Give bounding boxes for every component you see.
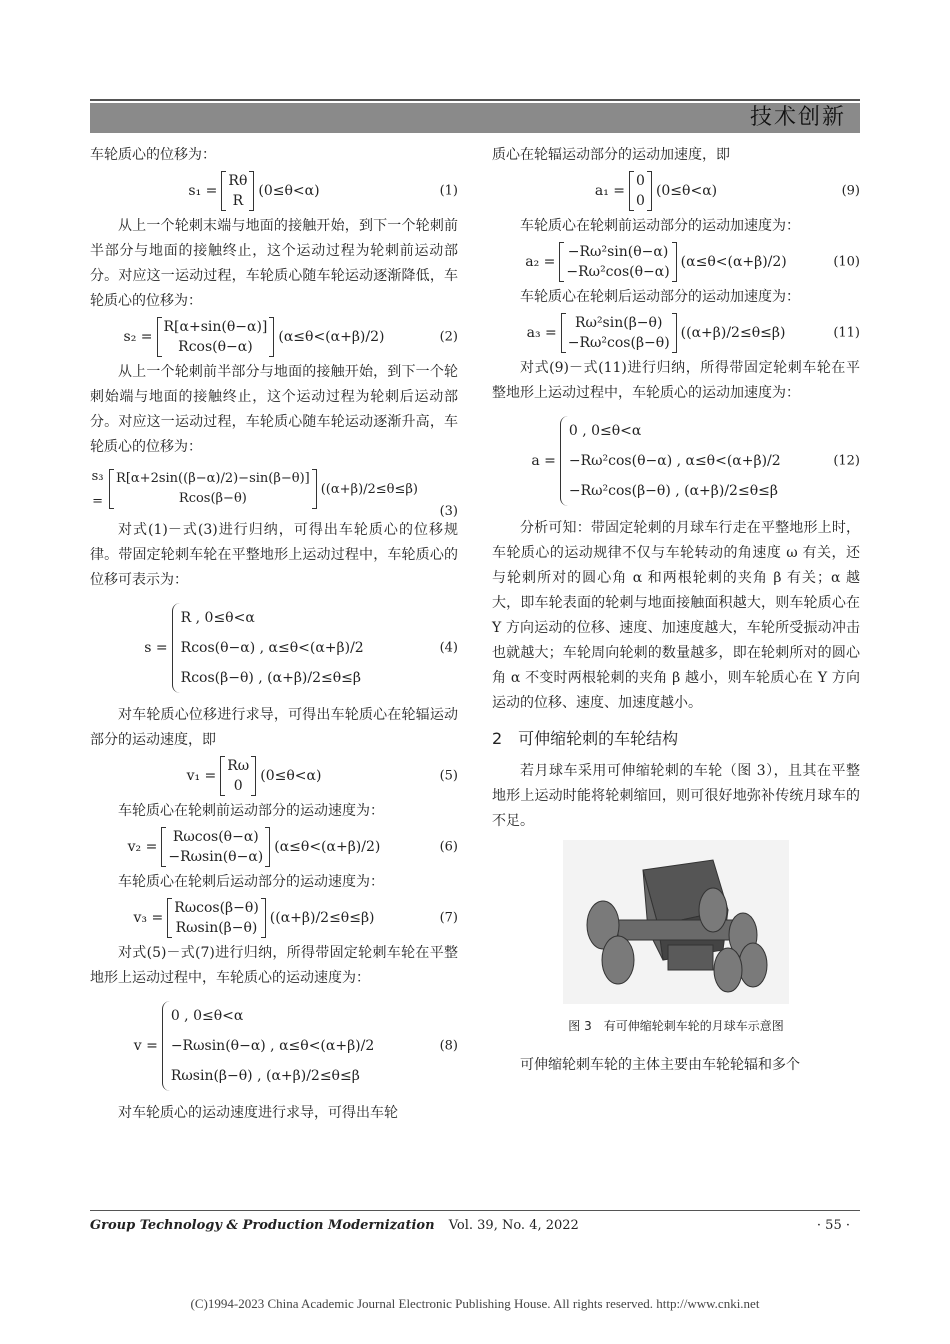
equation-number: (5) xyxy=(439,768,458,784)
lunar-rover-illustration xyxy=(563,840,789,1004)
equation-8: v = 0 , 0≤θ<α −Rωsin(θ−α) , α≤θ<(α+β)/2 Rωsin(β−θ) , (α+β)/2≤θ≤β (8) xyxy=(90,991,458,1101)
paragraph: 若月球车采用可伸缩轮刺的车轮（图 3），且其在平整地形上运动时能将轮刺缩回，则可很好地弥补传统月球车的不足。 xyxy=(492,763,860,829)
paragraph: 对式(9)－式(11)进行归纳，所得带固定轮刺车轮在平整地形上运动过程中，车轮质心的运动加速度为： xyxy=(492,360,860,401)
equation-2: s₂ = R[α+sin(θ−α)] Rcos(θ−α) (α≤θ<(α+β)/2) (2) xyxy=(123,319,458,355)
equation-9: a₁ = 0 0 (0≤θ<α) (9) xyxy=(594,173,860,209)
page-number: · 55 · xyxy=(816,1218,850,1233)
equation-number: (7) xyxy=(439,910,458,926)
paragraph: 对式(5)－式(7)进行归纳，所得带固定轮刺车轮在平整地形上运动过程中，车轮质心的运动速度为： xyxy=(90,945,458,986)
journal-volume: Vol. 39, No. 4, 2022 xyxy=(448,1218,579,1233)
equation-number: (12) xyxy=(833,453,860,469)
figure-caption: 图 3 有可伸缩轮刺车轮的月球车示意图 xyxy=(568,1019,784,1033)
section-title: 技术创新 xyxy=(749,105,846,130)
paragraph: 车轮质心的位移为： xyxy=(90,147,216,163)
paragraph: 车轮质心在轮刺后运动部分的运动速度为： xyxy=(118,874,384,890)
copyright-notice: (C)1994-2023 China Academic Journal Electronic Publishing House. All rights reserved. http://www.cnki.net xyxy=(190,1296,760,1311)
paragraph: 从上一个轮刺末端与地面的接触开始，到下一个轮刺前半部分与地面的接触终止，这个运动过程为轮刺前运动部分。对应这一运动过程，车轮质心随车轮运动逐渐降低，车轮质心的位移为： xyxy=(90,218,458,309)
equation-number: (4) xyxy=(439,640,458,656)
equation-6: v₂ = Rωcos(θ−α) −Rωsin(θ−α) (α≤θ<(α+β)/2) (6) xyxy=(127,829,458,865)
equation-number: (10) xyxy=(833,254,860,270)
equation-number: (2) xyxy=(439,329,458,345)
header-rule xyxy=(90,99,860,101)
footer-rule xyxy=(90,1210,860,1211)
paragraph: 质心在轮辐运动部分的运动加速度，即 xyxy=(492,147,730,163)
right-column xyxy=(492,143,860,1078)
equation-12: a = 0 , 0≤θ<α −Rω²cos(θ−α) , α≤θ<(α+β)/2 −Rω²cos(β−θ) , (α+β)/2≤θ≤β (12) xyxy=(492,406,860,516)
paragraph: 对式(1)－式(3)进行归纳，可得出车轮质心的位移规律。带固定轮刺车轮在平整地形上运动过程中，车轮质心的位移可表示为： xyxy=(90,522,458,588)
paragraph: 车轮质心在轮刺前运动部分的运动加速度为： xyxy=(520,218,800,234)
equation-number: (1) xyxy=(439,183,458,199)
left-column xyxy=(90,143,458,1126)
equation-10: a₂ = −Rω²sin(θ−α) −Rω²cos(θ−α) (α≤θ<(α+β)/2) (10) xyxy=(525,244,860,280)
equation-11: a₃ = Rω²sin(β−θ) −Rω²cos(β−θ) ((α+β)/2≤θ≤β) (11) xyxy=(526,315,860,351)
equation-5: v₁ = Rω 0 (0≤θ<α) (5) xyxy=(186,758,458,794)
figure-3-image xyxy=(563,840,789,1004)
section-heading: 2 可伸缩轮刺的车轮结构 xyxy=(492,729,679,748)
paragraph: 可伸缩轮刺车轮的主体主要由车轮轮辐和多个 xyxy=(520,1057,800,1073)
paragraph: 对车轮质心的运动速度进行求导，可得出车轮 xyxy=(118,1105,398,1121)
equation-4: s = R , 0≤θ<α Rcos(θ−α) , α≤θ<(α+β)/2 Rcos(β−θ) , (α+β)/2≤θ≤β (4) xyxy=(90,593,458,703)
journal-name: Group Technology & Production Modernization xyxy=(90,1218,435,1233)
equation-7: v₃ = Rωcos(β−θ) Rωsin(β−θ) ((α+β)/2≤θ≤β) (7) xyxy=(133,900,458,936)
header-band xyxy=(90,103,860,133)
equation-1: s₁ = Rθ R (0≤θ<α) (1) xyxy=(188,173,458,209)
equation-3: s₃ = R[α+2sin((β−α)/2)−sin(β−θ)] Rcos(β−θ) ((α+β)/2≤θ≤β) (3) xyxy=(90,460,458,518)
paragraph: 对车轮质心位移进行求导，可得出车轮质心在轮辐运动部分的运动速度，即 xyxy=(90,707,458,748)
paragraph: 车轮质心在轮刺前运动部分的运动速度为： xyxy=(118,803,384,819)
equation-number: (8) xyxy=(439,1038,458,1054)
equation-number: (6) xyxy=(439,839,458,855)
equation-number: (9) xyxy=(841,183,860,199)
paragraph: 分析可知：带固定轮刺的月球车行走在平整地形上时，车轮质心的运动规律不仅与车轮转动的角速度 ω 有关，还与轮刺所对的圆心角 α 和两根轮刺的夹角 β 有关；α 越大，即车轮表面的轮刺与地面接触面积越大，则车轮质心在 Y 方向运动的位移、速度、加速度越大，车轮所受振动冲击也就越大；车轮周向轮刺的数量越多，即在轮刺所对的圆心角 α 不变时两根轮刺的夹角 β 越小，则车轮质心在 Y 方向运动的位移、速度、加速度越小。 xyxy=(492,520,860,711)
paragraph: 车轮质心在轮刺后运动部分的运动加速度为： xyxy=(520,289,800,305)
equation-number: (11) xyxy=(833,325,860,341)
paragraph: 从上一个轮刺前半部分与地面的接触开始，到下一个轮刺始端与地面的接触终止，这个运动过程为轮刺后运动部分。对应这一运动过程，车轮质心随车轮运动逐渐升高，车轮质心的位移为： xyxy=(90,364,458,455)
equation-number: (3) xyxy=(439,504,458,519)
footer xyxy=(90,1218,860,1233)
